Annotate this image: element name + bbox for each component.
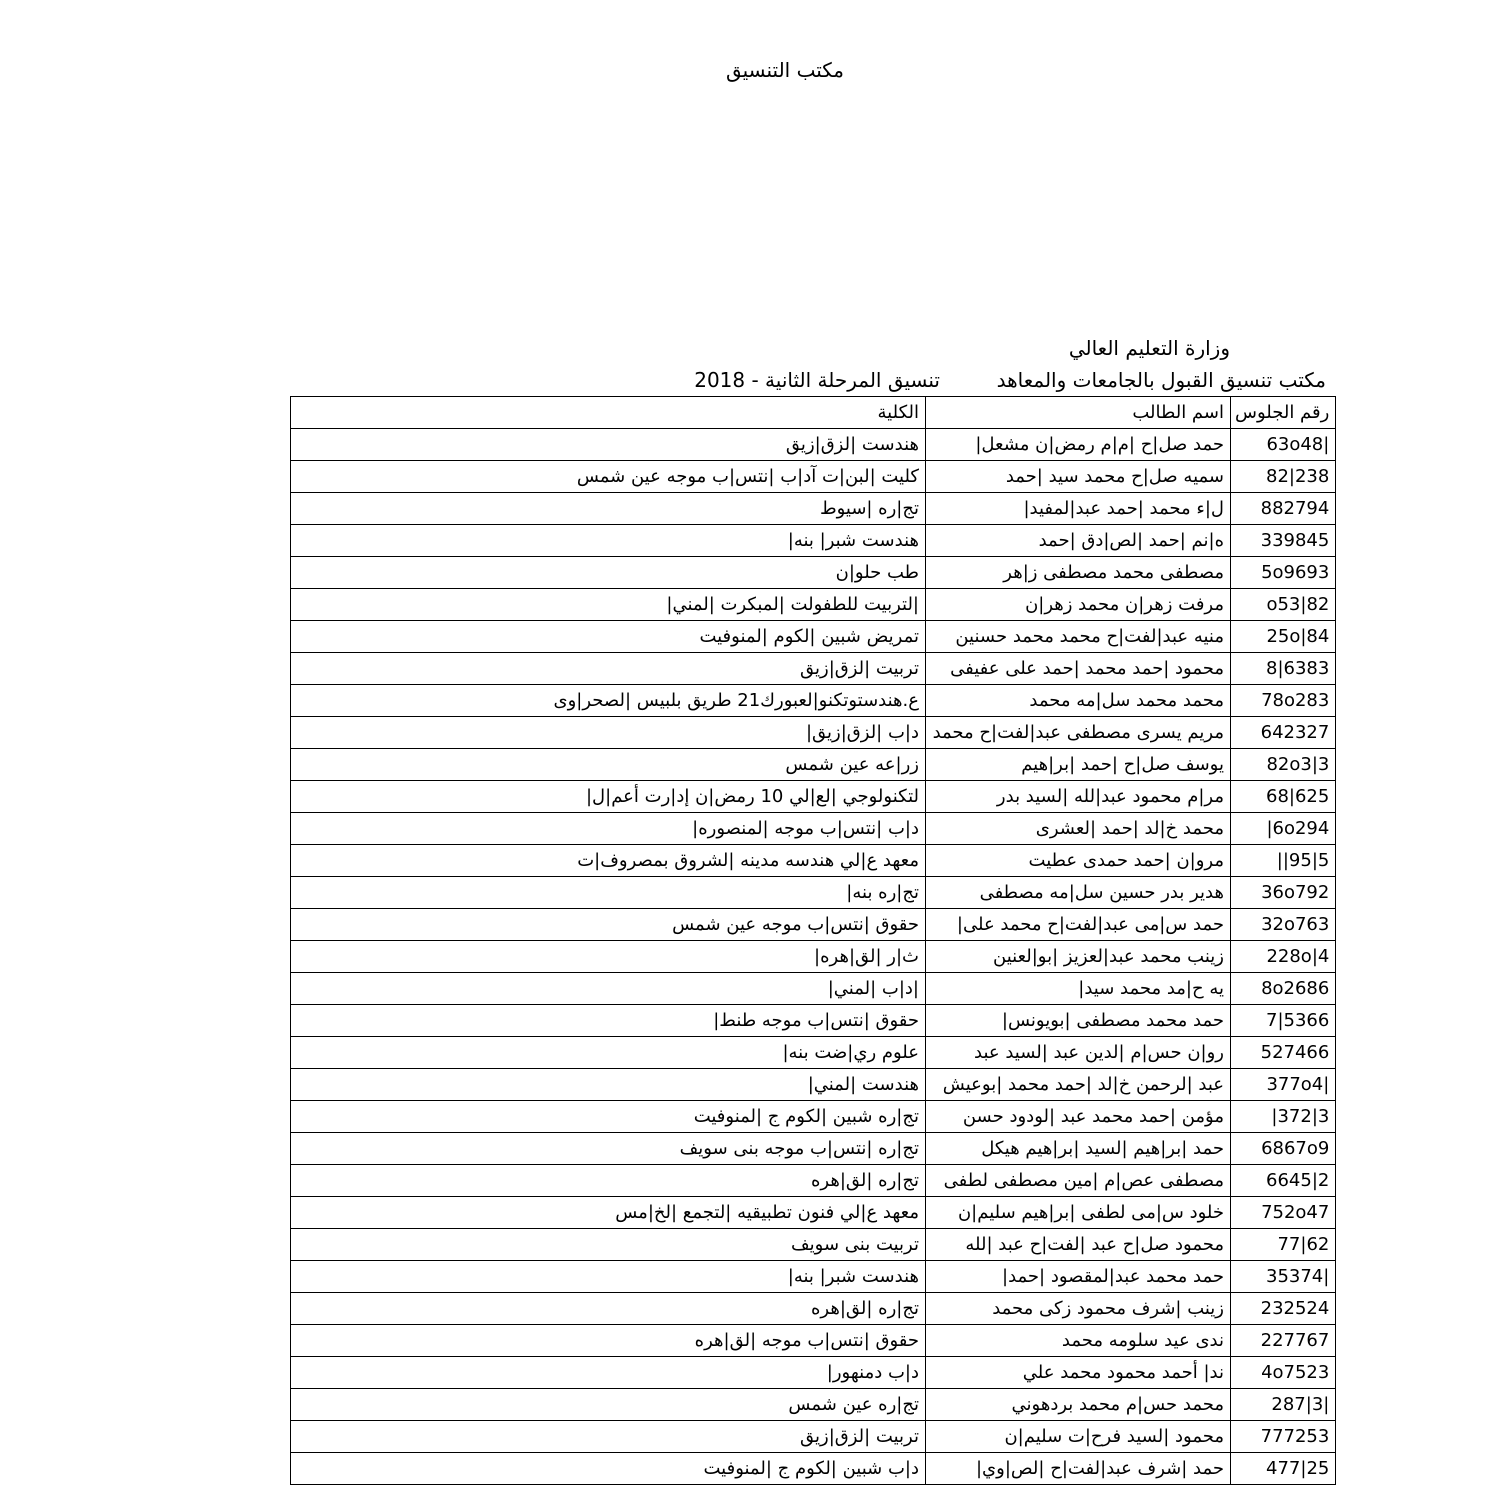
- student-name-cell: حمد |بر|هيم |لسيد |بر|هيم هيكل: [926, 1133, 1231, 1165]
- seat-number-cell: 777253: [1231, 1421, 1336, 1453]
- student-name-cell: حمد محمد مصطفى |بويونس|: [926, 1005, 1231, 1037]
- table-row: [291, 1357, 1336, 1389]
- student-name-cell: حمد محمد عبد|لمقصود |حمد|: [926, 1261, 1231, 1293]
- table-row: [291, 525, 1336, 557]
- table-row: [291, 1165, 1336, 1197]
- college-cell: |لتربيت للطفولت |لمبكرت |لمني|: [291, 589, 926, 621]
- table-row: [291, 1101, 1336, 1133]
- table-row: [291, 621, 1336, 653]
- student-name-cell: زينب محمد عبد|لعزيز |بو|لعنين: [926, 941, 1231, 973]
- college-cell: د|ب دمنهور|: [291, 1357, 926, 1389]
- college-cell: ع.هندستوتكنو|لعبورك21 طريق بلبيس |لصحر|وى: [291, 685, 926, 717]
- college-cell: تربيت |لزق|زيق: [291, 653, 926, 685]
- student-name-cell: حمد صل|ح |م|م رمض|ن مشعل|: [926, 429, 1231, 461]
- table-header-row: [291, 397, 1336, 429]
- table-row: [291, 909, 1336, 941]
- column-header-college: الكلية: [291, 397, 926, 429]
- student-name-cell: حمد |شرف عبد|لفت|ح |لص|وي|: [926, 1453, 1231, 1485]
- table-row: [291, 749, 1336, 781]
- student-name-cell: مر|م محمود عبد|لله |لسيد بدر: [926, 781, 1231, 813]
- seat-number-cell: 238|82: [1231, 461, 1336, 493]
- student-name-cell: مصطفى عص|م |مين مصطفى لطفى: [926, 1165, 1231, 1197]
- student-name-cell: يه ح|مد محمد سيد|: [926, 973, 1231, 1005]
- student-name-cell: محمد حس|م محمد بردهوني: [926, 1389, 1231, 1421]
- student-name-cell: رو|ن حس|م |لدين عبد |لسيد عبد: [926, 1037, 1231, 1069]
- table-row: [291, 1069, 1336, 1101]
- student-name-cell: محمد خ|لد |حمد |لعشرى: [926, 813, 1231, 845]
- seat-number-cell: 6o294|: [1231, 813, 1336, 845]
- table-row: [291, 1453, 1336, 1485]
- column-header-seat: رقم الجلوس: [1231, 397, 1336, 429]
- table-row: [291, 1197, 1336, 1229]
- phase-title: تنسيق المرحلة الثانية - 2018: [694, 368, 940, 392]
- student-name-cell: محمود صل|ح عبد |لفت|ح عبد |لله: [926, 1229, 1231, 1261]
- table-row: [291, 429, 1336, 461]
- college-cell: معهد ع|لي فنون تطبيقيه |لتجمع |لخ|مس: [291, 1197, 926, 1229]
- student-name-cell: ه|نم |حمد |لص|دق |حمد: [926, 525, 1231, 557]
- seat-number-cell: 78o283: [1231, 685, 1336, 717]
- seat-number-cell: 25|477: [1231, 1453, 1336, 1485]
- seat-number-cell: 227767: [1231, 1325, 1336, 1357]
- student-name-cell: مريم يسرى مصطفى عبد|لفت|ح محمد: [926, 717, 1231, 749]
- college-cell: د|ب |لزق|زيق|: [291, 717, 926, 749]
- seat-number-cell: 228o|4: [1231, 941, 1336, 973]
- seat-number-cell: 3|82o3: [1231, 749, 1336, 781]
- student-name-cell: مصطفى محمد مصطفى ز|هر: [926, 557, 1231, 589]
- college-cell: تج|ره |لق|هره: [291, 1293, 926, 1325]
- table-row: [291, 1261, 1336, 1293]
- student-name-cell: محمود |حمد محمد |حمد على عفيفى: [926, 653, 1231, 685]
- seat-number-cell: 625|68: [1231, 781, 1336, 813]
- college-cell: تج|ره عين شمس: [291, 1389, 926, 1421]
- table-row: [291, 1229, 1336, 1261]
- seat-number-cell: 642327: [1231, 717, 1336, 749]
- college-cell: د|ب |نتس|ب موجه |لمنصوره|: [291, 813, 926, 845]
- table-row: [291, 973, 1336, 1005]
- page-title: مكتب التنسيق: [725, 58, 845, 82]
- seat-number-cell: |377o4: [1231, 1069, 1336, 1101]
- student-name-cell: محمود |لسيد فرح|ت سليم|ن: [926, 1421, 1231, 1453]
- student-name-cell: مرو|ن |حمد حمدى عطيت: [926, 845, 1231, 877]
- table-row: [291, 1005, 1336, 1037]
- student-name-cell: مؤمن |حمد محمد عبد |لودود حسن: [926, 1101, 1231, 1133]
- table-row: [291, 685, 1336, 717]
- results-table: [290, 396, 1336, 1485]
- seat-number-cell: 3|372|: [1231, 1101, 1336, 1133]
- student-name-cell: يوسف صل|ح |حمد |بر|هيم: [926, 749, 1231, 781]
- ministry-name: وزارة التعليم العالي: [1068, 336, 1230, 360]
- table-row: [291, 493, 1336, 525]
- column-header-name: اسم الطالب: [926, 397, 1231, 429]
- seat-number-cell: 25o|84: [1231, 621, 1336, 653]
- college-cell: هندست |لزق|زيق: [291, 429, 926, 461]
- table-row: [291, 589, 1336, 621]
- student-name-cell: خلود س|مى لطفى |بر|هيم سليم|ن: [926, 1197, 1231, 1229]
- seat-number-cell: 6383|8: [1231, 653, 1336, 685]
- college-cell: حقوق |نتس|ب موجه |لق|هره: [291, 1325, 926, 1357]
- college-cell: تج|ره بنه|: [291, 877, 926, 909]
- college-cell: زر|عه عين شمس: [291, 749, 926, 781]
- seat-number-cell: 4o7523: [1231, 1357, 1336, 1389]
- college-cell: |د|ب |لمني|: [291, 973, 926, 1005]
- seat-number-cell: 36o792: [1231, 877, 1336, 909]
- college-cell: د|ب شبين |لكوم ج |لمنوفيت: [291, 1453, 926, 1485]
- seat-number-cell: 8o2686: [1231, 973, 1336, 1005]
- table-row: [291, 1293, 1336, 1325]
- seat-number-cell: 752o47: [1231, 1197, 1336, 1229]
- student-name-cell: ل|ء محمد |حمد عبد|لمفيد|: [926, 493, 1231, 525]
- college-cell: هندست شبر| بنه|: [291, 1261, 926, 1293]
- college-cell: كليت |لبن|ت آد|ب |نتس|ب موجه عين شمس: [291, 461, 926, 493]
- college-cell: تربيت بنى سويف: [291, 1229, 926, 1261]
- seat-number-cell: 232524: [1231, 1293, 1336, 1325]
- college-cell: تمريض شبين |لكوم |لمنوفيت: [291, 621, 926, 653]
- seat-number-cell: 62|77: [1231, 1229, 1336, 1261]
- table-row: [291, 877, 1336, 909]
- college-cell: تج|ره شبين |لكوم ج |لمنوفيت: [291, 1101, 926, 1133]
- college-cell: معهد ع|لي هندسه مدينه |لشروق بمصروف|ت: [291, 845, 926, 877]
- student-name-cell: محمد محمد سل|مه محمد: [926, 685, 1231, 717]
- table-row: [291, 845, 1336, 877]
- seat-number-cell: 5366|7: [1231, 1005, 1336, 1037]
- seat-number-cell: 882794: [1231, 493, 1336, 525]
- student-name-cell: زينب |شرف محمود زكى محمد: [926, 1293, 1231, 1325]
- seat-number-cell: 32o763: [1231, 909, 1336, 941]
- table-row: [291, 1389, 1336, 1421]
- student-name-cell: منيه عبد|لفت|ح محمد محمد حسنين: [926, 621, 1231, 653]
- college-cell: تج|ره |نتس|ب موجه بنى سويف: [291, 1133, 926, 1165]
- table-row: [291, 1421, 1336, 1453]
- college-cell: تج|ره |لق|هره: [291, 1165, 926, 1197]
- seat-number-cell: |35374: [1231, 1261, 1336, 1293]
- table-row: [291, 1133, 1336, 1165]
- student-name-cell: ند| أحمد محمود محمد علي: [926, 1357, 1231, 1389]
- student-name-cell: هدير بدر حسين سل|مه مصطفى: [926, 877, 1231, 909]
- student-name-cell: ندى عيد سلومه محمد: [926, 1325, 1231, 1357]
- table-row: [291, 781, 1336, 813]
- table-row: [291, 557, 1336, 589]
- seat-number-cell: 5|95||: [1231, 845, 1336, 877]
- student-name-cell: مرفت زهر|ن محمد زهر|ن: [926, 589, 1231, 621]
- seat-number-cell: 527466: [1231, 1037, 1336, 1069]
- student-name-cell: سميه صل|ح محمد سيد |حمد: [926, 461, 1231, 493]
- college-cell: طب حلو|ن: [291, 557, 926, 589]
- college-cell: حقوق |نتس|ب موجه عين شمس: [291, 909, 926, 941]
- college-cell: حقوق |نتس|ب موجه طنط|: [291, 1005, 926, 1037]
- college-cell: علوم ري|ضت بنه|: [291, 1037, 926, 1069]
- seat-number-cell: |3|287: [1231, 1389, 1336, 1421]
- seat-number-cell: 2|6645: [1231, 1165, 1336, 1197]
- student-name-cell: عبد |لرحمن خ|لد |حمد محمد |بوعيش: [926, 1069, 1231, 1101]
- table-row: [291, 653, 1336, 685]
- table-body: [291, 429, 1336, 1485]
- table-row: [291, 461, 1336, 493]
- college-cell: هندست |لمني|: [291, 1069, 926, 1101]
- table-row: [291, 1037, 1336, 1069]
- table-row: [291, 941, 1336, 973]
- table-row: [291, 813, 1336, 845]
- table-row: [291, 1325, 1336, 1357]
- college-cell: لتكنولوجي |لع|لي 10 رمض|ن إد|رت أعم|ل|: [291, 781, 926, 813]
- college-cell: ث|ر |لق|هره|: [291, 941, 926, 973]
- seat-number-cell: 82|o53: [1231, 589, 1336, 621]
- seat-number-cell: |63o48: [1231, 429, 1336, 461]
- office-name: مكتب تنسيق القبول بالجامعات والمعاهد: [996, 368, 1326, 392]
- student-name-cell: حمد س|مى عبد|لفت|ح محمد على|: [926, 909, 1231, 941]
- seat-number-cell: 5o9693: [1231, 557, 1336, 589]
- table-row: [291, 717, 1336, 749]
- college-cell: هندست شبر| بنه|: [291, 525, 926, 557]
- college-cell: تربيت |لزق|زيق: [291, 1421, 926, 1453]
- seat-number-cell: 339845: [1231, 525, 1336, 557]
- seat-number-cell: 6867o9: [1231, 1133, 1336, 1165]
- college-cell: تج|ره |سيوط: [291, 493, 926, 525]
